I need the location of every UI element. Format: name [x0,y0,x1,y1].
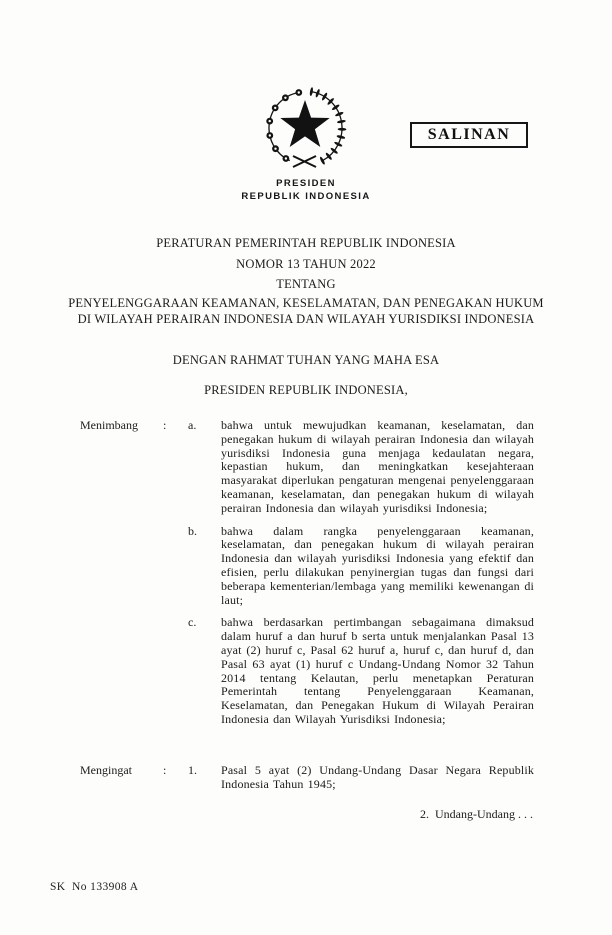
menimbang-label: Menimbang [80,418,138,432]
mengingat-colon: : [163,763,167,777]
wreath-stems [293,156,316,167]
item-text: bahwa berdasarkan pertimbangan sebagaimana dimaksud dalam huruf a dan huruf b serta untuk menjalankan Pasal 13 ayat (2) huruf c, Pasal 62 huruf a, huruf c, dan huruf d, dan Pasal 63 ayat (1) huruf c Undang-Undang Nomor 32 Tahun 2014 tentang Kelautan, perlu menetapkan Peraturan Pemerintah tentang Penyelenggaraan Keamanan, Keselamatan, dan Penegakan Hukum di Wilayah Perairan Indonesia dan Wilayah Yurisdiksi Indonesia; [221,615,534,726]
item-text: bahwa untuk mewujudkan keamanan, keselamatan, dan penegakan hukum di wilayah perairan Indonesia dan wilayah yurisdiksi Indonesia guna menjaga kedaulatan negara, kepastian hukum, dan meningkatkan kesejahteraan masyarakat diperlukan pengaturan mengenai penyelenggaraan keamanan, keselamatan, dan penegakan hukum di wilayah perairan Indonesia dan wilayah yurisdiksi Indonesia; [221,418,534,515]
salinan-stamp [410,122,528,148]
footer-sk-number: SK No 133908 A [50,881,139,893]
item-marker: 1. [188,763,197,777]
mengingat-section [80,764,534,801]
preamble [0,353,612,398]
title-block [0,236,612,327]
menimbang-colon: : [163,418,167,432]
letterhead [206,177,406,203]
item-text: bahwa dalam rangka penyelenggaraan keamanan, keselamatan, dan penegakan hukum di wilayah perairan Indonesia dan wilayah yurisdiksi Indonesia yang efektif dan efisien, perlu dilakukan penyinergian tugas dan fungsi dari beberapa kementerian/lembaga yang memiliki kewenangan di laut; [221,523,534,607]
regulation-title: PERATURAN PEMERINTAH REPUBLIK INDONESIA [156,236,456,250]
catchword: 2. Undang-Undang . . . [420,807,533,821]
menimbang-item-b [80,525,534,608]
presidential-emblem-icon [252,86,358,172]
item-marker: b. [188,523,197,538]
menimbang-item-a [80,419,534,516]
salinan-stamp-label: SALINAN [427,126,511,143]
menimbang-item-c [80,616,534,726]
authority-line: PRESIDEN REPUBLIK INDONESIA, [204,383,408,397]
letterhead-line2: REPUBLIK INDONESIA [241,191,371,202]
mengingat-item-1 [80,764,534,792]
item-marker: c. [188,615,197,630]
tentang-label: TENTANG [276,277,336,291]
mengingat-label: Mengingat [80,763,132,777]
letterhead-line1: PRESIDEN [276,178,336,189]
menimbang-section [80,419,534,736]
item-marker: a. [188,418,197,432]
invocation-line: DENGAN RAHMAT TUHAN YANG MAHA ESA [172,353,440,367]
emblem-svg [252,86,358,172]
star-icon [280,100,329,147]
regulation-number: NOMOR 13 TAHUN 2022 [236,257,376,271]
regulation-subject: PENYELENGGARAAN KEAMANAN, KESELAMATAN, DAN PENEGAKAN HUKUM DI WILAYAH PERAIRAN INDONESIA DAN WILAYAH YURISDIKSI INDONESIA [68,296,544,326]
item-text: Pasal 5 ayat (2) Undang-Undang Dasar Negara Republik Indonesia Tahun 1945; [221,763,534,791]
